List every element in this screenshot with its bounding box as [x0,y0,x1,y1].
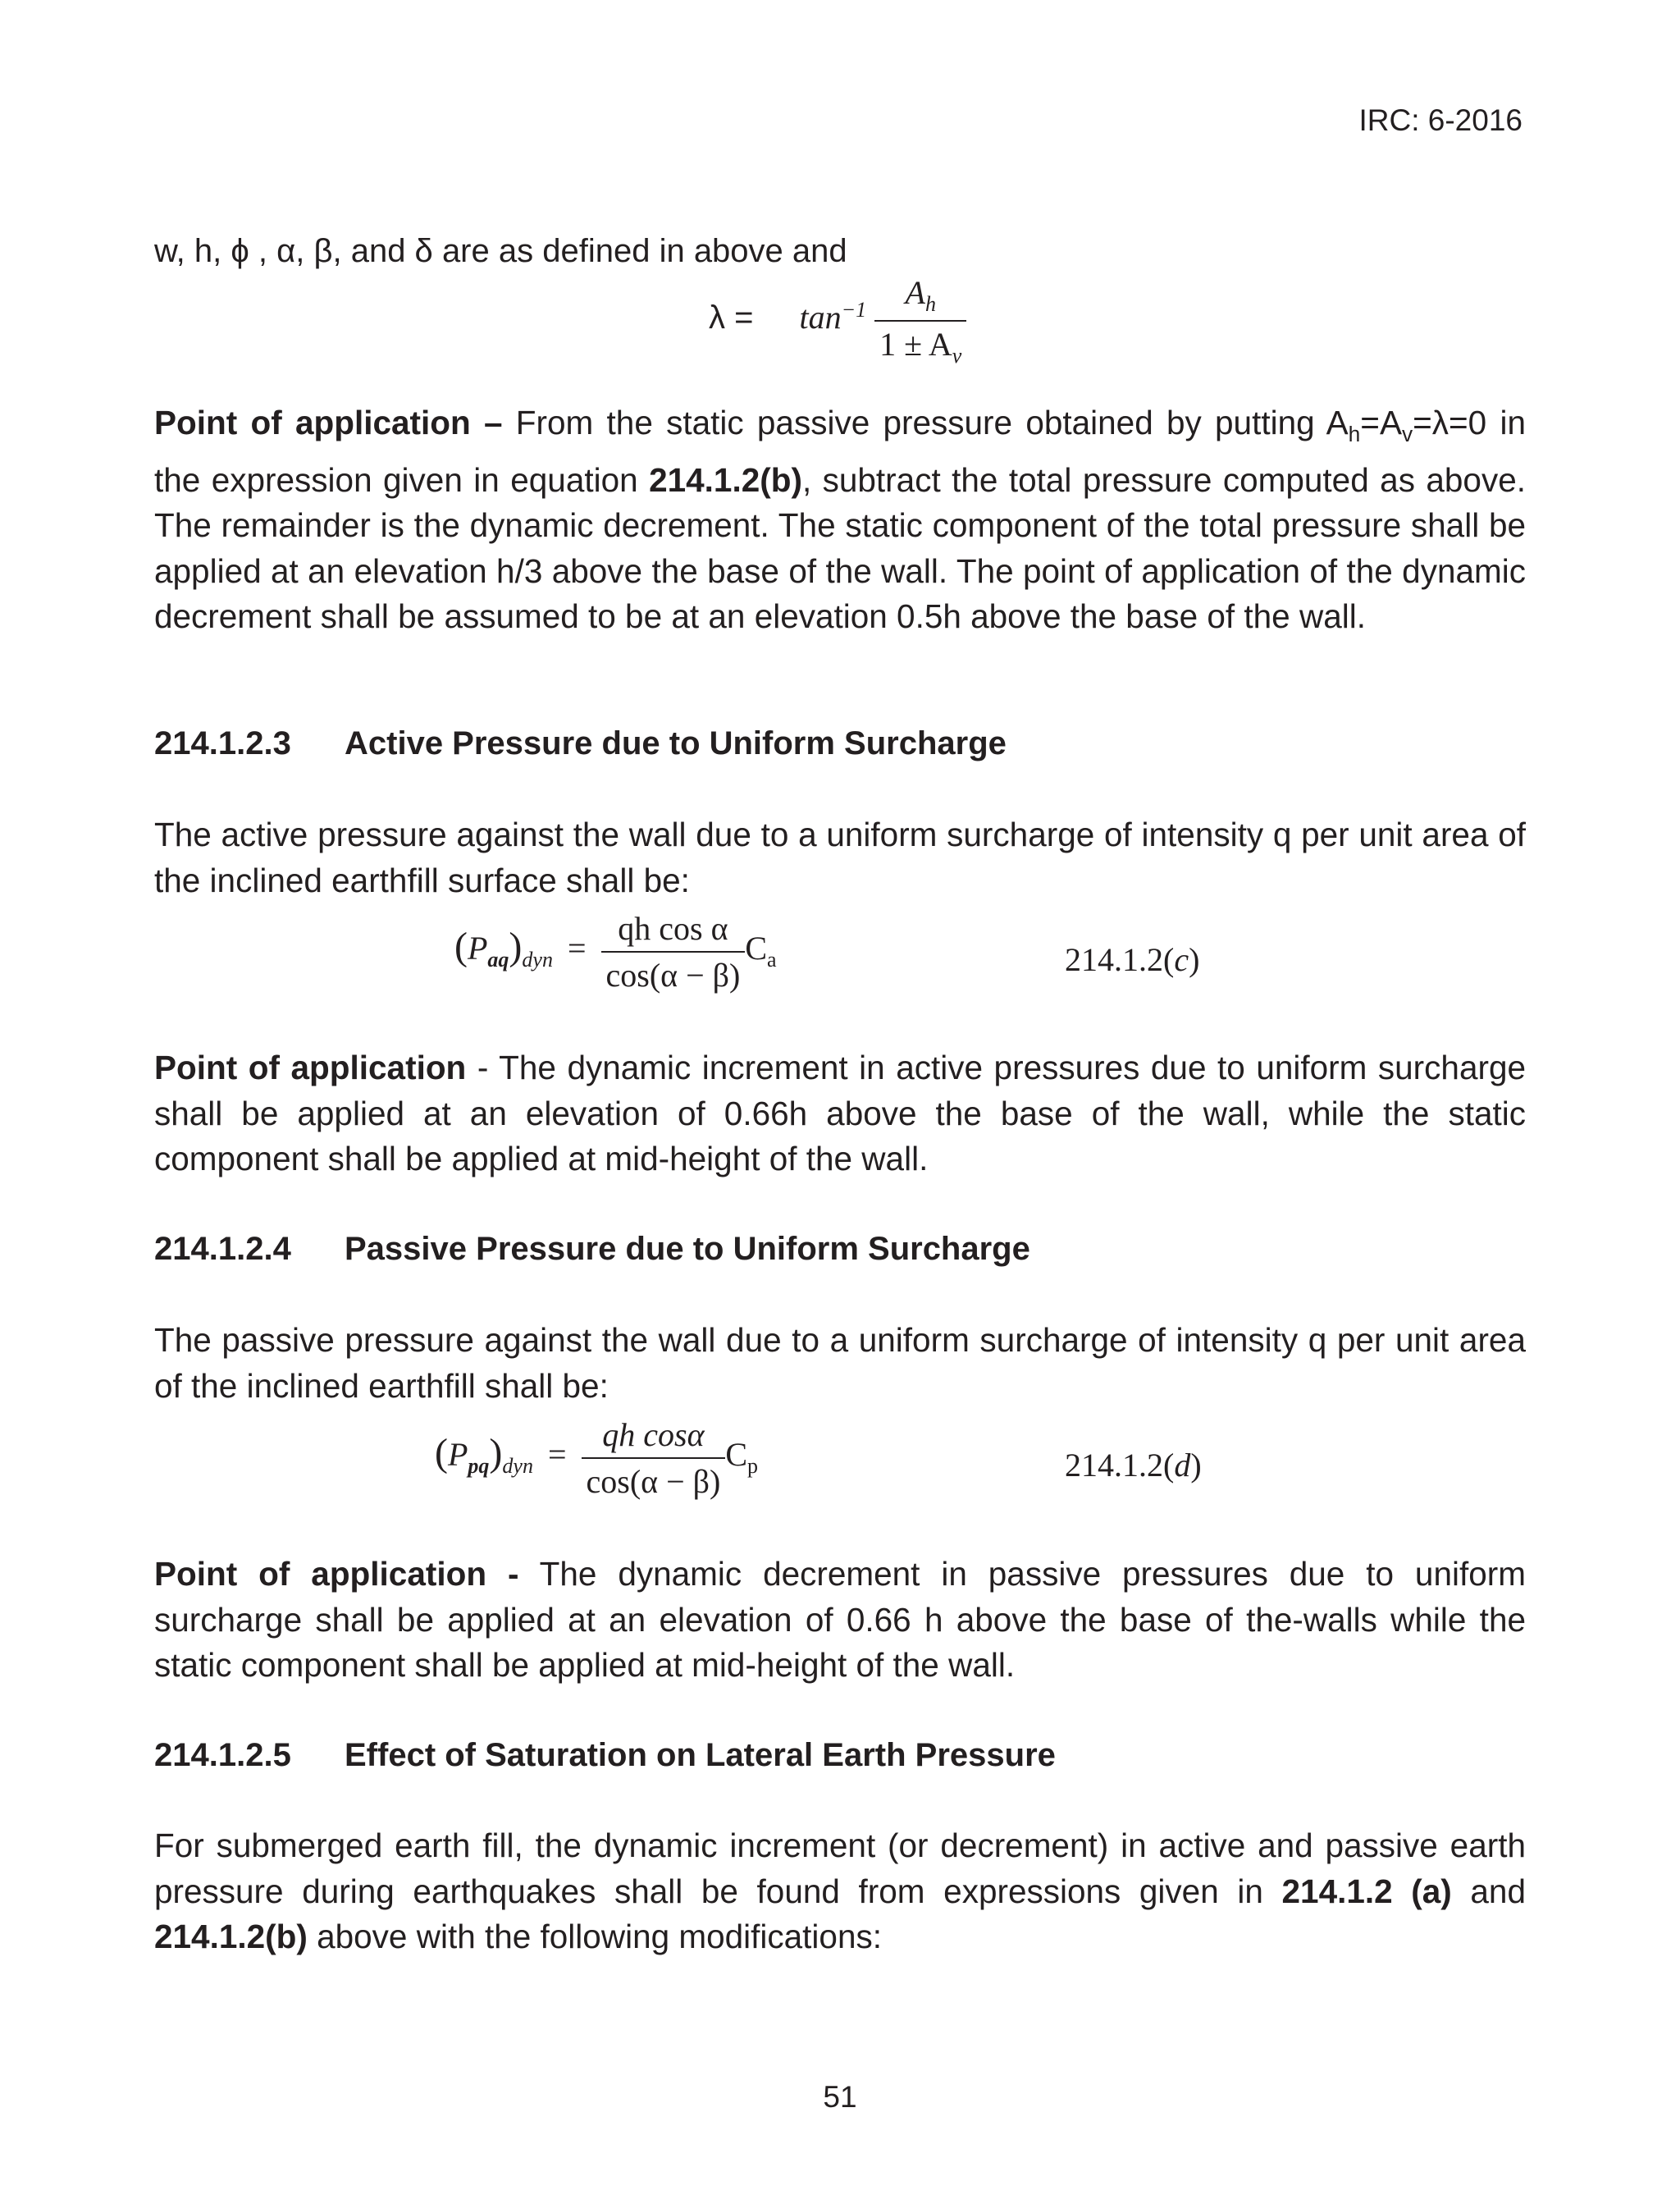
eq-c-coefficient: C [745,930,768,967]
eq-d-lhs-dyn: dyn [502,1454,533,1479]
para1-lead: Point of application – [154,404,503,441]
eq-d-numerator: qh cosα [602,1416,705,1453]
section5-text-b: and [1451,1872,1526,1910]
active-surcharge-equation: $(P_{aq})_{dyn}$ = $\frac{\text{qh cos α}}{\cos(\alpha - \beta)}$ $C_a$ [454,910,777,994]
lambda-fraction [874,273,966,368]
section5-ref-b: 214.1.2(b) [154,1918,308,1955]
lambda-lhs: λ = [709,299,754,336]
section5-text-c: above with the following modifications: [307,1918,882,1955]
eq-label-c-suffix: ) [1189,941,1200,978]
point-of-application-paragraph-1 [154,400,1526,640]
eq-d-coefficient-sub: p [747,1454,759,1479]
para1-text-a: From the static passive pressure obtained by putting A [502,404,1349,441]
section5-body [154,1823,1526,1960]
eq-d-fraction [582,1415,726,1501]
section-heading-214-1-2-3 [154,725,1007,762]
lambda-denominator: 1 ± A [879,326,952,363]
poa2-text: - The dynamic increment in active pressures due to uniform surcharge shall be applied at an elevation of 0.66h above the base of the wall, while the static component shall be applied at mid-height of the wall. [154,1049,1527,1177]
para1-sub-h: h [1348,422,1361,447]
section4-body [154,1318,1526,1409]
page-number: 51 [823,2080,857,2114]
eq-c-coefficient-sub: a [767,948,777,972]
lambda-numerator: A [905,274,925,311]
section-title: Passive Pressure due to Uniform Surcharge [345,1231,1030,1267]
para1-equation-ref: 214.1.2(b) [649,460,802,499]
equation-label-c [1065,940,1199,979]
point-of-application-paragraph-3 [154,1552,1526,1689]
eq-label-d-prefix: 214.1.2( [1065,1447,1175,1484]
equation-label-d [1065,1446,1202,1484]
lambda-equation [709,273,966,368]
eq-label-c-prefix: 214.1.2( [1065,941,1175,978]
lambda-function: tan [799,299,842,336]
eq-c-denominator: cos(α − β) [601,951,746,994]
symbols-definition-line: w, h, ϕ , α, β, and δ are as defined in above and [154,233,847,269]
eq-c-lhs-dyn: dyn [522,948,553,972]
section-heading-214-1-2-5 [154,1737,1056,1774]
section5-text-a: For submerged earth fill, the dynamic increment (or decrement) in active and passive earth pressure during earthquakes shall be found from expressions given in [154,1827,1526,1910]
section-title: Active Pressure due to Uniform Surcharge [345,725,1007,761]
poa2-lead: Point of application [154,1049,467,1086]
section-heading-214-1-2-4 [154,1231,1030,1268]
eq-c-lhs-sub: aq [487,948,509,972]
passive-surcharge-equation: $(P_{pq})_{dyn}$ = $\frac{\text{qh cosα}}{\cos(\alpha - \beta)}$ $C_p$ [435,1416,759,1500]
para1-text-d: , subtract the total pressure computed as above. The remainder is the dynamic decrement. The static component of the total pressure shall be applied at an elevation h/3 above the base of the wall. The point of application of the dynamic decrement shall be assumed to be at an elevation 0.5h above the base of the wall. [154,460,1526,636]
poa3-text: The dynamic decrement in passive pressures due to uniform surcharge shall be applied at an elevation of 0.66 h above the base of the-walls while the static component shall be applied at mid-height of the wall. [154,1555,1526,1684]
eq-d-lhs-sub: pq [468,1454,490,1479]
point-of-application-paragraph-2 [154,1045,1526,1182]
para1-text-b: =A [1360,404,1402,441]
lambda-exponent: −1 [841,297,867,322]
section-number: 214.1.2.5 [154,1737,291,1773]
lambda-numerator-sub: h [924,292,936,316]
eq-c-fraction [601,909,746,994]
section-number: 214.1.2.4 [154,1231,291,1267]
eq-label-d-var: d [1174,1447,1191,1484]
eq-d-denominator: cos(α − β) [582,1457,726,1501]
section-number: 214.1.2.3 [154,725,291,761]
eq-c-lhs: P [467,930,488,967]
section4-body-text: The passive pressure against the wall due to a uniform surcharge of intensity q per unit area of the inclined earthfill shall be: [154,1321,1526,1405]
poa3-lead: Point of application - [154,1555,519,1593]
para1-text-c: =λ=0 in the expression given in equation [154,404,1526,499]
document-code-header: IRC: 6-2016 [1358,103,1522,137]
eq-c-numerator: qh cos α [618,910,728,947]
lambda-denominator-sub: v [952,344,962,368]
para1-sub-v: v [1401,422,1413,447]
eq-d-coefficient: C [725,1436,748,1474]
eq-label-d-suffix: ) [1190,1447,1202,1484]
section-title: Effect of Saturation on Lateral Earth Pressure [345,1737,1056,1773]
eq-label-c-var: c [1174,941,1189,978]
section3-body-text: The active pressure against the wall due to a uniform surcharge of intensity q per unit area of the inclined earthfill surface shall be: [154,816,1526,899]
section3-body [154,812,1526,903]
eq-d-lhs: P [447,1436,468,1474]
section5-ref-a: 214.1.2 (a) [1281,1872,1452,1910]
